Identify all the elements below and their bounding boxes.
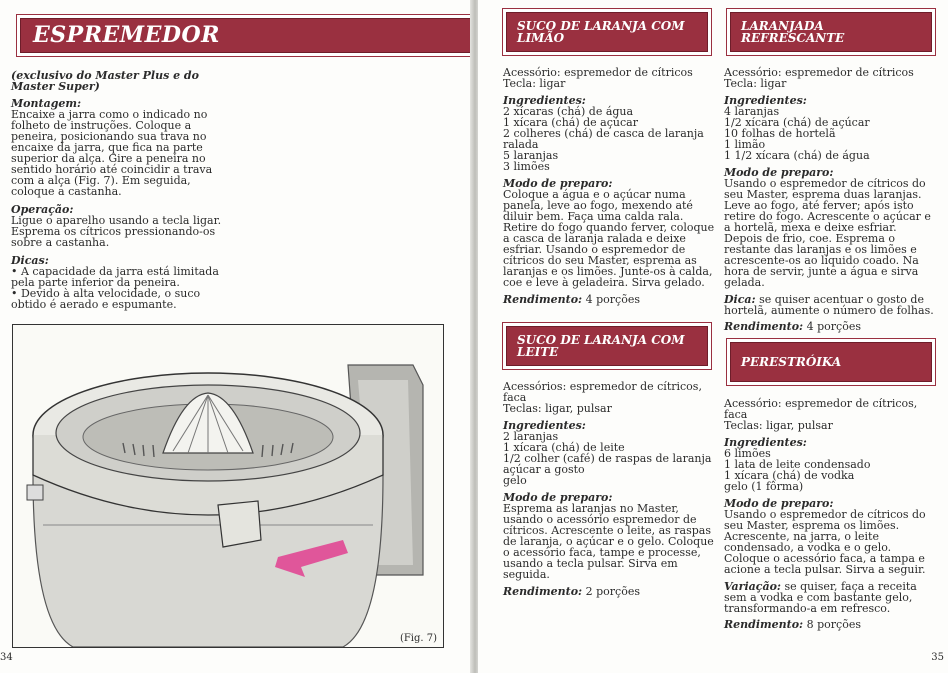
dica-item: • Devido à alta velocidade, o suco obtido é aerado e espumante. <box>11 287 201 311</box>
ingredients-heading: Ingredientes: <box>724 94 807 107</box>
right-page <box>478 0 948 673</box>
recipe-title: PERESTRÓIKA <box>741 355 842 369</box>
dica-heading: Dica: <box>724 293 756 306</box>
ingredient-item: 1 limão <box>724 138 766 151</box>
figure-caption: (Fig. 7) <box>399 633 437 644</box>
acessorio-text: Acessório: espremedor de cítricos, faca <box>724 397 918 421</box>
page-number-right: 35 <box>931 652 944 663</box>
recipe-title-bar <box>506 12 708 52</box>
ingredients-heading: Ingredientes: <box>503 419 586 432</box>
ingredient-item: 4 laranjas <box>724 105 780 118</box>
prep-heading: Modo de preparo: <box>503 177 613 190</box>
dica-text: se quiser acentuar o gosto de hortelã, aumente o número de folhas. <box>724 293 934 317</box>
ingredient-item: 1 lata de leite condensado <box>724 458 871 471</box>
citrus-juicer-illustration <box>13 325 443 647</box>
acessorio-text: Acessórios: espremedor de cítricos, faca <box>503 380 702 404</box>
variacao-text: se quiser, faça a receita sem a vodka e com bastante gelo, transformando-a em refresco. <box>724 580 917 615</box>
ingredient-item: gelo <box>503 474 527 487</box>
acessorio-text: Acessório: espremedor de cítricos <box>503 66 693 79</box>
rendimento-heading: Rendimento: <box>724 320 804 333</box>
variacao-heading: Variação: <box>724 580 781 593</box>
prep-heading: Modo de preparo: <box>724 166 834 179</box>
ingredient-item: 2 laranjas <box>503 430 559 443</box>
ingredient-item: 3 limões <box>503 160 550 173</box>
recipe-laranjada <box>724 67 936 332</box>
rendimento-value: 4 porções <box>585 293 640 306</box>
rendimento-value: 8 porções <box>806 618 861 631</box>
ingredient-item: 2 colheres (chá) de casca de laranja ralada <box>503 127 704 151</box>
rendimento-heading: Rendimento: <box>724 618 804 631</box>
prep-heading: Modo de preparo: <box>724 497 834 510</box>
intro-text <box>11 70 226 310</box>
ingredient-item: 1 1/2 xícara (chá) de água <box>724 149 870 162</box>
rendimento-heading: Rendimento: <box>503 293 583 306</box>
operacao-text: Ligue o aparelho usando a tecla ligar. Esprema os cítricos pressionando-os sobre a castanha. <box>11 214 222 249</box>
recipe-title-bar <box>506 326 708 366</box>
operacao-heading: Operação: <box>11 203 74 216</box>
ingredients-heading: Ingredientes: <box>503 94 586 107</box>
recipe-title-bar <box>730 12 932 52</box>
prep-text: Usando o espremedor de cítricos do seu Master, esprema duas laranjas. Leve ao fogo, até ferver; após isto retire do fogo. Acrescente o açúcar e a hortelã, mexa e deixe esfriar. Depois de frio, coe. Esprema o restante das laranjas e os limões e acrescente-os ao líquido coado. Na hora de servir, junte a água e sirva gelada. <box>724 177 931 289</box>
ingredient-item: 6 limões <box>724 447 771 460</box>
ingredient-item: 1 xícara (chá) de leite <box>503 441 625 454</box>
subtitle: (exclusivo do Master Plus e do Master Super) <box>11 69 199 93</box>
ingredient-item: 5 laranjas <box>503 149 559 162</box>
ingredient-item: 1 xícara (chá) de vodka <box>724 469 855 482</box>
ingredient-item: 1/2 xícara (chá) de açúcar <box>724 116 870 129</box>
tecla-text: Tecla: ligar <box>503 77 566 90</box>
title-bar <box>20 18 472 53</box>
montagem-heading: Montagem: <box>11 97 82 110</box>
recipe-title: LARANJADA REFRESCANTE <box>741 19 845 45</box>
ingredient-item: gelo (1 fôrma) <box>724 480 804 493</box>
prep-heading: Modo de preparo: <box>503 491 613 504</box>
dica-item: • A capacidade da jarra está limitada pela parte inferior da peneira. <box>11 265 219 289</box>
recipe-title: SUCO DE LARANJA COM LEITE <box>517 333 685 359</box>
prep-text: Coloque a água e o açúcar numa panela, leve ao fogo, mexendo até diluir bem. Faça uma calda rala. Retire do fogo quando ferver, coloque a casca de laranja ralada e deixe esfriar. Usando o espremedor de cítricos do seu Master, esprema as laranjas e os limões. Junte-os à calda, coe e leve à geladeira. Sirva gelado. <box>503 188 715 289</box>
prep-text: Usando o espremedor de cítricos do seu Master, esprema os limões. Acrescente, na jarra, o leite condensado, a vodka e o gelo. Coloque o acessório faca, a tampa e acione a tecla pulsar. Sirva a seguir. <box>724 508 926 576</box>
tecla-text: Tecla: ligar <box>724 77 787 90</box>
ingredient-item: 1 xícara (chá) de açúcar <box>503 116 638 129</box>
recipe-perestroika <box>724 398 936 630</box>
recipe-title-bar <box>730 342 932 382</box>
ingredient-item: 10 folhas de hortelã <box>724 127 836 140</box>
montagem-text: Encaixe a jarra como o indicado no folheto de instruções. Coloque a peneira, posicionando sua trava no encaixe da jarra, que fica na parte superior da alça. Gire a peneira no sentido horário até coincidir a trava com a alça (Fig. 7). Em seguida, coloque a castanha. <box>11 108 213 198</box>
rendimento-value: 2 porções <box>585 585 640 598</box>
ingredients-heading: Ingredientes: <box>724 436 807 449</box>
page-number-left: 34 <box>0 652 13 663</box>
tecla-text: Teclas: ligar, pulsar <box>724 419 833 432</box>
dicas-heading: Dicas: <box>11 254 49 267</box>
recipe-limao <box>503 67 715 305</box>
rendimento-heading: Rendimento: <box>503 585 583 598</box>
prep-text: Esprema as laranjas no Master, usando o acessório espremedor de cítricos. Acrescente o leite, as raspas de laranja, o açúcar e o gelo. Coloque o acessório faca, tampe e processe, usando a tecla pulsar. Sirva em seguida. <box>503 502 714 581</box>
tecla-text: Teclas: ligar, pulsar <box>503 402 612 415</box>
recipe-title: SUCO DE LARANJA COM LIMÃO <box>517 19 685 45</box>
ingredient-item: açúcar a gosto <box>503 463 585 476</box>
figure-7 <box>12 324 444 648</box>
ingredient-item: 2 xícaras (chá) de água <box>503 105 634 118</box>
recipe-leite <box>503 381 715 597</box>
ingredient-item: 1/2 colher (café) de raspas de laranja <box>503 452 712 465</box>
page-title: ESPREMEDOR <box>33 22 220 48</box>
rendimento-value: 4 porções <box>806 320 861 333</box>
acessorio-text: Acessório: espremedor de cítricos <box>724 66 914 79</box>
left-page <box>0 0 472 673</box>
